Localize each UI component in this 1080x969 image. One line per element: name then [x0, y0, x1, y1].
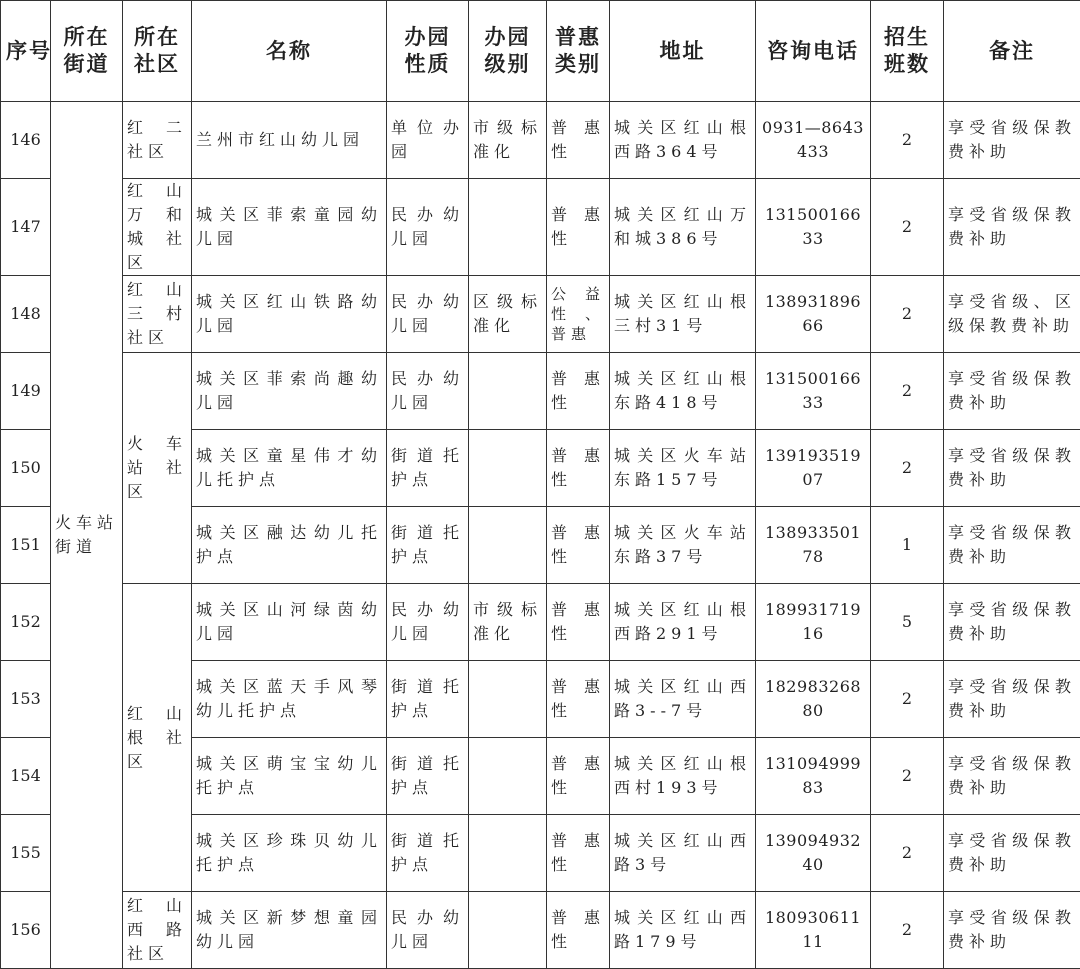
cell-address: 城关区红山西路3号 [610, 815, 756, 892]
header-text: 办园性质 [404, 24, 452, 78]
cell-classes: 2 [871, 738, 944, 815]
cell-type: 普惠性 [547, 815, 610, 892]
header-phone [756, 1, 871, 102]
cell-phone: 13893350178 [756, 507, 871, 584]
header-nature [387, 1, 469, 102]
cell-name: 城关区萌宝宝幼儿托护点 [192, 738, 387, 815]
cell-name: 城关区菲索童园幼儿园 [192, 179, 387, 276]
table-row [1, 276, 1080, 353]
header-text: 名称 [266, 39, 312, 63]
cell-level: 市级标准化 [469, 584, 547, 661]
cell-address: 城关区红山根西路291号 [610, 584, 756, 661]
cell-level [469, 507, 547, 584]
cell-type: 普惠性 [547, 179, 610, 276]
cell-classes: 2 [871, 179, 944, 276]
cell-phone: 13909493240 [756, 815, 871, 892]
cell-note: 享受省级保教费补助 [944, 892, 1080, 969]
cell-community: 红二社区 [123, 102, 192, 179]
cell-address: 城关区红山根西路364号 [610, 102, 756, 179]
cell-classes: 2 [871, 353, 944, 430]
header-text: 所在街道 [63, 24, 111, 78]
header-classes [871, 1, 944, 102]
cell-type: 普惠性 [547, 584, 610, 661]
cell-nature: 民办幼儿园 [387, 179, 469, 276]
cell-classes: 2 [871, 892, 944, 969]
table-row [1, 892, 1080, 969]
cell-classes: 2 [871, 430, 944, 507]
table-header-row [1, 1, 1080, 102]
cell-note: 享受省级保教费补助 [944, 507, 1080, 584]
cell-name: 城关区红山铁路幼儿园 [192, 276, 387, 353]
cell-phone: 13109499983 [756, 738, 871, 815]
cell-name: 城关区蓝天手风琴幼儿托护点 [192, 661, 387, 738]
header-text: 普惠类别 [554, 24, 602, 78]
cell-note: 享受省级保教费补助 [944, 102, 1080, 179]
cell-type: 普惠性 [547, 738, 610, 815]
cell-name: 城关区新梦想童园幼儿园 [192, 892, 387, 969]
cell-level [469, 661, 547, 738]
cell-note: 享受省级保教费补助 [944, 584, 1080, 661]
cell-no: 154 [1, 738, 51, 815]
cell-no: 150 [1, 430, 51, 507]
cell-level: 市级标准化 [469, 102, 547, 179]
cell-phone: 13919351907 [756, 430, 871, 507]
cell-address: 城关区红山西路3--7号 [610, 661, 756, 738]
cell-no: 156 [1, 892, 51, 969]
cell-type: 普惠性 [547, 353, 610, 430]
cell-name: 城关区融达幼儿托护点 [192, 507, 387, 584]
table-row [1, 353, 1080, 430]
cell-no: 148 [1, 276, 51, 353]
cell-no: 155 [1, 815, 51, 892]
header-text: 地址 [660, 39, 706, 63]
header-text: 序号 [5, 38, 53, 65]
cell-level [469, 815, 547, 892]
cell-nature: 民办幼儿园 [387, 584, 469, 661]
header-text: 备注 [989, 39, 1035, 63]
header-text: 办园级别 [484, 24, 532, 78]
cell-name: 城关区童星伟才幼儿托护点 [192, 430, 387, 507]
cell-address: 城关区红山根西村193号 [610, 738, 756, 815]
cell-community: 红山根社区 [123, 584, 192, 892]
cell-name: 城关区山河绿茵幼儿园 [192, 584, 387, 661]
cell-type: 普惠性 [547, 430, 610, 507]
cell-classes: 2 [871, 102, 944, 179]
cell-phone: 18993171916 [756, 584, 871, 661]
cell-nature: 街道托护点 [387, 738, 469, 815]
cell-note: 享受省级保教费补助 [944, 661, 1080, 738]
header-address [610, 1, 756, 102]
cell-note: 享受省级保教费补助 [944, 430, 1080, 507]
cell-nature: 单位办园 [387, 102, 469, 179]
cell-community: 红山西路社区 [123, 892, 192, 969]
cell-level [469, 738, 547, 815]
table-row [1, 179, 1080, 276]
header-level [469, 1, 547, 102]
cell-type: 普惠性 [547, 102, 610, 179]
cell-no: 151 [1, 507, 51, 584]
cell-nature: 民办幼儿园 [387, 276, 469, 353]
cell-community: 火车站社区 [123, 353, 192, 584]
cell-type: 普惠性 [547, 892, 610, 969]
cell-classes: 2 [871, 276, 944, 353]
header-type [547, 1, 610, 102]
table-row [1, 584, 1080, 661]
cell-address: 城关区红山西路179号 [610, 892, 756, 969]
cell-phone: 18298326880 [756, 661, 871, 738]
cell-nature: 街道托护点 [387, 661, 469, 738]
cell-name: 城关区珍珠贝幼儿托护点 [192, 815, 387, 892]
cell-note: 享受省级保教费补助 [944, 738, 1080, 815]
header-name [192, 1, 387, 102]
cell-address: 城关区红山根三村31号 [610, 276, 756, 353]
cell-no: 152 [1, 584, 51, 661]
cell-nature: 民办幼儿园 [387, 892, 469, 969]
cell-level [469, 430, 547, 507]
cell-level: 区级标准化 [469, 276, 547, 353]
cell-nature: 街道托护点 [387, 430, 469, 507]
cell-name: 兰州市红山幼儿园 [192, 102, 387, 179]
header-no [1, 1, 51, 102]
cell-phone: 13150016633 [756, 179, 871, 276]
cell-nature: 民办幼儿园 [387, 353, 469, 430]
cell-name: 城关区菲索尚趣幼儿园 [192, 353, 387, 430]
cell-type: 公益性、普惠 [547, 276, 610, 353]
header-note [944, 1, 1080, 102]
header-street [51, 1, 123, 102]
cell-phone: 0931—8643433 [756, 102, 871, 179]
cell-no: 149 [1, 353, 51, 430]
header-text: 咨询电话 [767, 39, 859, 63]
cell-community: 红山万和城社区 [123, 179, 192, 276]
cell-level [469, 179, 547, 276]
cell-classes: 1 [871, 507, 944, 584]
cell-phone: 13893189666 [756, 276, 871, 353]
cell-address: 城关区红山根东路418号 [610, 353, 756, 430]
cell-no: 153 [1, 661, 51, 738]
cell-phone: 13150016633 [756, 353, 871, 430]
cell-note: 享受省级保教费补助 [944, 179, 1080, 276]
header-community [123, 1, 192, 102]
cell-no: 146 [1, 102, 51, 179]
cell-classes: 2 [871, 661, 944, 738]
cell-type: 普惠性 [547, 661, 610, 738]
cell-note: 享受省级、区级保教费补助 [944, 276, 1080, 353]
cell-classes: 2 [871, 815, 944, 892]
cell-no: 147 [1, 179, 51, 276]
cell-nature: 街道托护点 [387, 815, 469, 892]
cell-nature: 街道托护点 [387, 507, 469, 584]
cell-community: 红山三村社区 [123, 276, 192, 353]
header-text: 所在社区 [133, 24, 181, 78]
cell-street: 火车站街道 [51, 102, 123, 969]
cell-type: 普惠性 [547, 507, 610, 584]
cell-level [469, 892, 547, 969]
cell-address: 城关区火车站东路37号 [610, 507, 756, 584]
cell-note: 享受省级保教费补助 [944, 815, 1080, 892]
cell-classes: 5 [871, 584, 944, 661]
cell-level [469, 353, 547, 430]
cell-note: 享受省级保教费补助 [944, 353, 1080, 430]
cell-address: 城关区火车站东路157号 [610, 430, 756, 507]
header-text: 招生班数 [883, 24, 931, 78]
table-row [1, 102, 1080, 179]
cell-address: 城关区红山万和城386号 [610, 179, 756, 276]
cell-phone: 18093061111 [756, 892, 871, 969]
